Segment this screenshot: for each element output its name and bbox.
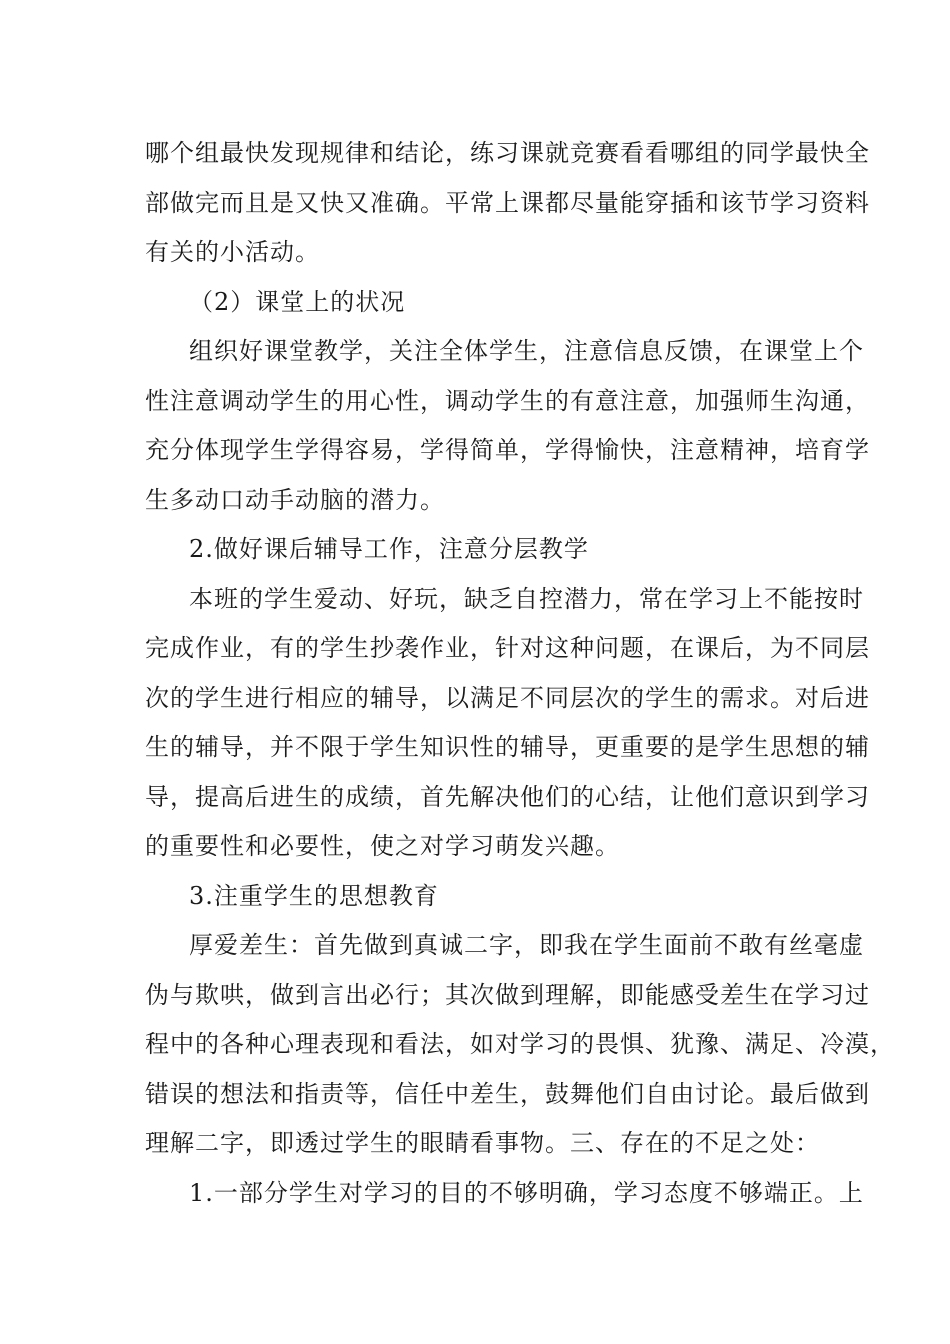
body-text-line: 本班的学生爱动、好玩，缺乏自控潜力，常在学习上不能按时 [189, 584, 864, 613]
body-text-line: 组织好课堂教学，关注全体学生，注意信息反馈，在课堂上个 [189, 337, 864, 365]
body-text-line: 有关的小活动。 [145, 238, 320, 266]
body-text-line: 导，提高后进生的成绩，首先解决他们的心结，让他们意识到学习 [145, 782, 870, 811]
body-text-line: 程中的各种心理表现和看法，如对学习的畏惧、犹豫、满足、冷漠， [145, 1030, 895, 1058]
body-text-line: 哪个组最快发现规律和结论，练习课就竞赛看看哪组的同学最快全 [145, 139, 870, 167]
body-text-line: 完成作业，有的学生抄袭作业，针对这种问题，在课后，为不同层 [145, 634, 870, 662]
body-text-line: 性注意调动学生的用心性，调动学生的有意注意，加强师生沟通， [145, 386, 870, 415]
body-text-line: 理解二字，即透过学生的眼睛看事物。三、存在的不足之处： [145, 1129, 820, 1157]
body-text-line: 次的学生进行相应的辅导，以满足不同层次的学生的需求。对后进 [145, 683, 870, 712]
body-text-line: 充分体现学生学得容易，学得简单，学得愉快，注意精神，培育学 [145, 436, 870, 464]
body-text-line: 生多动口动手动脑的潜力。 [145, 485, 445, 514]
body-text-line: 错误的想法和指责等，信任中差生，鼓舞他们自由讨论。最后做到 [145, 1079, 870, 1108]
section-heading: 3.注重学生的思想教育 [189, 881, 439, 910]
section-heading: 2.做好课后辅导工作，注意分层教学 [189, 535, 589, 563]
body-text-line: 部做完而且是又快又准确。平常上课都尽量能穿插和该节学习资料 [145, 188, 870, 217]
body-text-line: 伪与欺哄，做到言出必行；其次做到理解，即能感受差生在学习过 [145, 980, 870, 1009]
section-heading: （2）课堂上的状况 [189, 287, 406, 316]
body-text-line: 生的辅导，并不限于学生知识性的辅导，更重要的是学生思想的辅 [145, 733, 870, 761]
body-text-line: 的重要性和必要性，使之对学习萌发兴趣。 [145, 832, 620, 860]
body-text-line: 1.一部分学生对学习的目的不够明确，学习态度不够端正。上 [189, 1178, 864, 1207]
document-body [145, 133, 895, 1222]
body-text-line: 厚爱差生：首先做到真诚二字，即我在学生面前不敢有丝毫虚 [189, 931, 864, 959]
